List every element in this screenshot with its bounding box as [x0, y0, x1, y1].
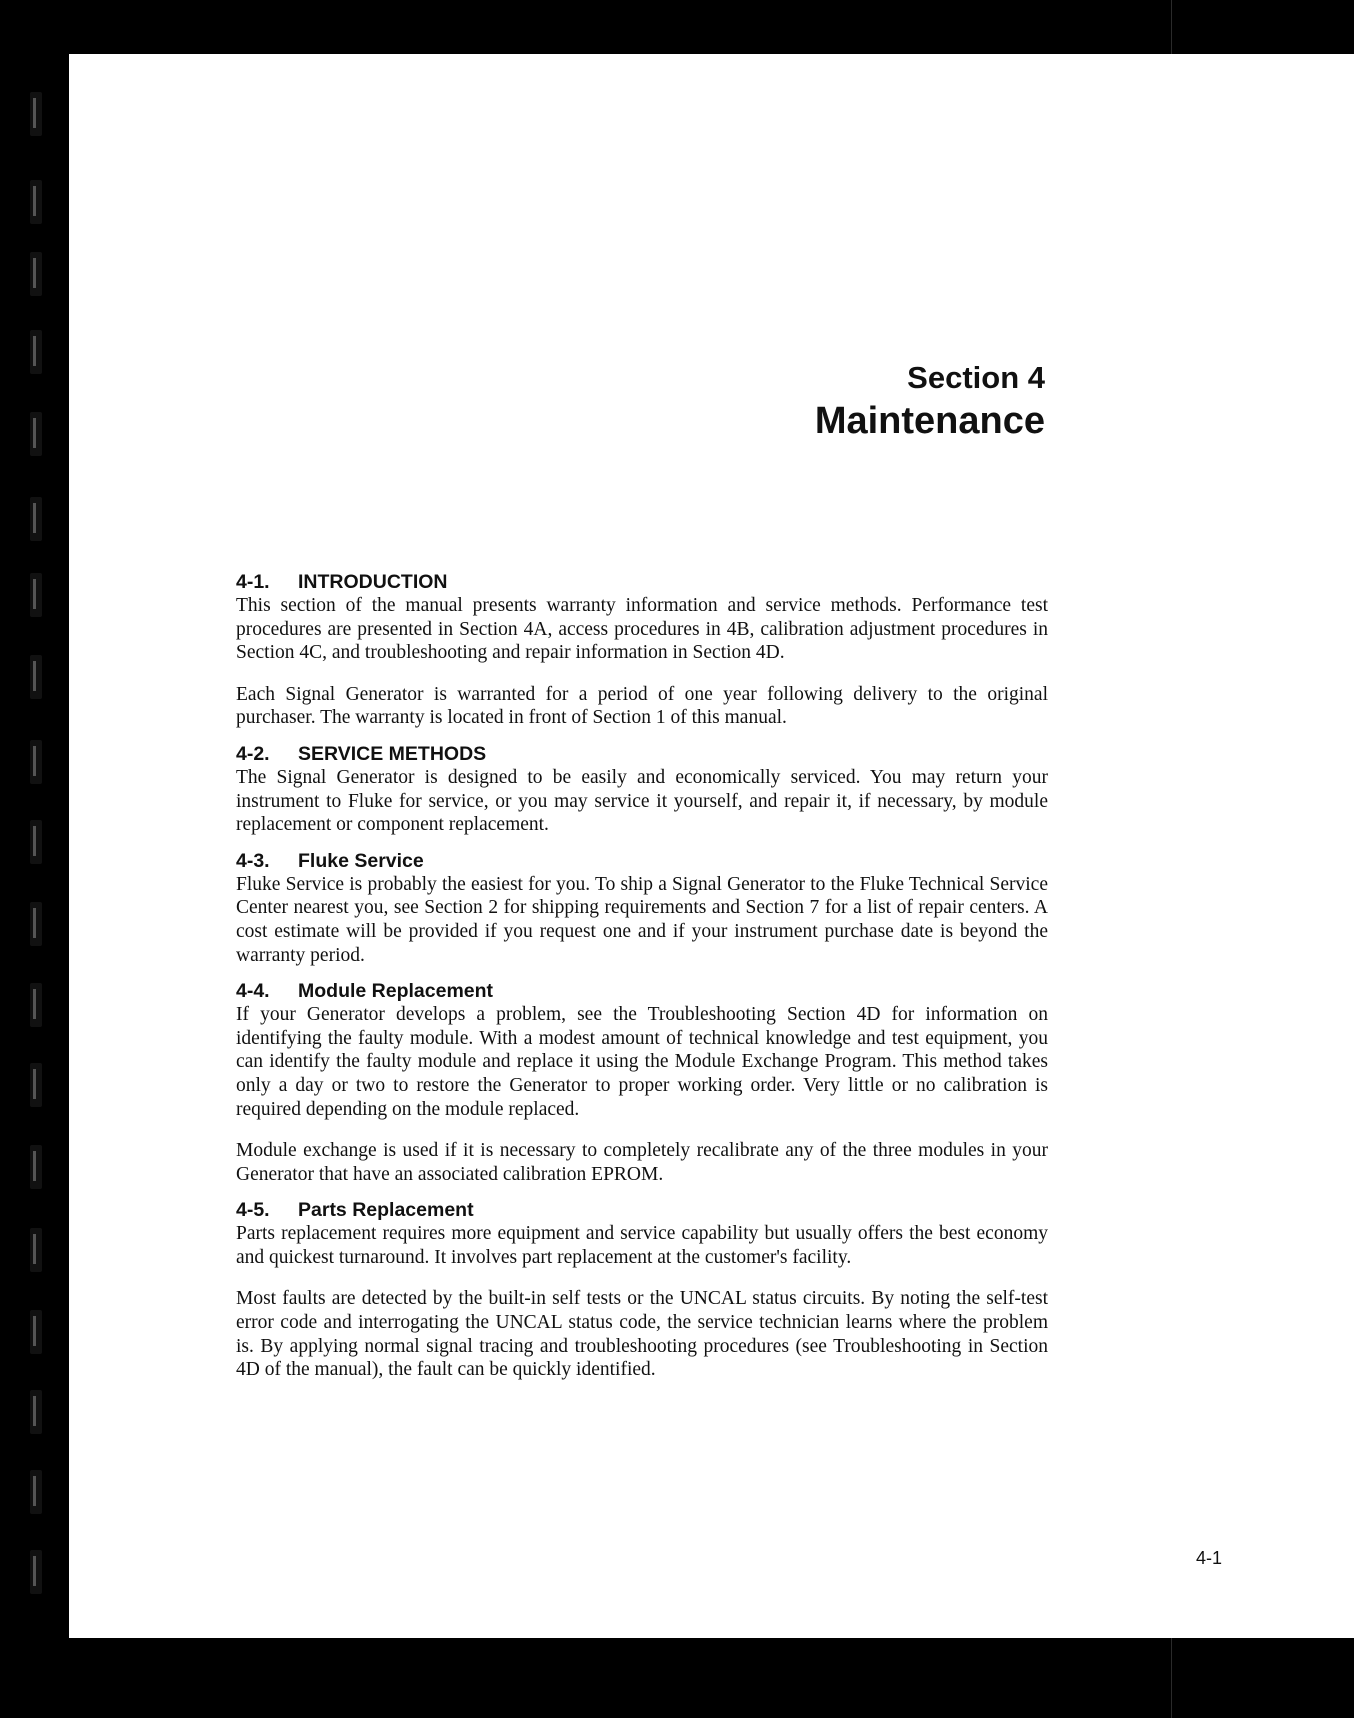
binding-hole: [30, 573, 42, 617]
subsection-number: 4-5.: [236, 1199, 270, 1222]
binding-hole: [30, 1390, 42, 1434]
subsection-number: 4-2.: [236, 742, 270, 765]
paragraph: Most faults are detected by the built-in self tests or the UNCAL status circuits. By noting the self-test error code and interrogating the UNCAL status code, the service technician learns where the problem is. By applying normal signal tracing and troubleshooting procedures (see Troubleshooting in Section 4D of the manual), the fault can be quickly identified.: [236, 1288, 1048, 1381]
paragraph: The Signal Generator is designed to be easily and economically serviced. You may return your instrument to Fluke for service, or you may service it yourself, and repair it, if necessary, by module replacement or component replacement.: [236, 766, 1048, 836]
paragraph: If your Generator develops a problem, see the Troubleshooting Section 4D for information on identifying the faulty module. With a modest amount of technical knowledge and test equipment, you can identify the faulty module and replace it using the Module Exchange Program. This method takes only a day or two to restore the Generator to proper working order. Very little or no calibration is required depending on the module replaced.: [236, 1004, 1048, 1120]
binding-hole: [30, 983, 42, 1027]
binding-hole: [30, 740, 42, 784]
binding-hole: [30, 1145, 42, 1189]
binding-hole: [30, 92, 42, 136]
paragraph: Fluke Service is probably the easiest for you. To ship a Signal Generator to the Fluke Technical Service Center nearest you, see Section 2 for shipping requirements and Section 7 for a list of repair centers. A cost estimate will be provided if you request one and if your instrument purchase date is beyond the warranty period.: [236, 873, 1048, 966]
binding-hole: [30, 330, 42, 374]
binding-hole: [30, 412, 42, 456]
binding-hole: [30, 1063, 42, 1107]
subsection-title: Parts Replacement: [298, 1199, 474, 1222]
binding-hole: [30, 655, 42, 699]
subsection-number: 4-3.: [236, 849, 270, 872]
subsection-title: Fluke Service: [298, 849, 424, 872]
subsection-heading-service-methods: [236, 742, 1048, 766]
binding-hole: [30, 180, 42, 224]
subsection-heading-fluke-service: [236, 849, 1048, 873]
subsection-number: 4-4.: [236, 980, 270, 1003]
subsection-heading-parts-replacement: [236, 1198, 1048, 1222]
scan-artifact-line: [1171, 1638, 1172, 1718]
paragraph: This section of the manual presents warranty information and service methods. Performance test procedures are presented in Section 4A, access procedures in 4B, calibration adjustment procedures in Section 4C, and troubleshooting and repair information in Section 4D.: [236, 595, 1048, 664]
subsection-heading-introduction: [236, 570, 1048, 594]
document-body: [236, 570, 1048, 1382]
subsection-title: SERVICE METHODS: [298, 742, 487, 765]
paragraph: Each Signal Generator is warranted for a period of one year following delivery to the original purchaser. The warranty is located in front of Section 1 of this manual.: [236, 683, 1048, 729]
binding-hole: [30, 1310, 42, 1354]
subsection-number: 4-1.: [236, 571, 270, 593]
binding-hole: [30, 252, 42, 296]
binding-hole: [30, 497, 42, 541]
binding-hole: [30, 1228, 42, 1272]
binding-hole: [30, 820, 42, 864]
section-number-heading: Section 4: [907, 360, 1045, 395]
scan-artifact-line: [1171, 0, 1172, 54]
paragraph: Parts replacement requires more equipment and service capability but usually offers the best economy and quickest turnaround. It involves part replacement at the customer's facility.: [236, 1223, 1048, 1268]
paragraph: Module exchange is used if it is necessary to completely recalibrate any of the three modules in your Generator that have an associated calibration EPROM.: [236, 1140, 1048, 1185]
subsection-heading-module-replacement: [236, 979, 1048, 1003]
binding-hole: [30, 902, 42, 946]
subsection-title: INTRODUCTION: [298, 571, 448, 593]
page-number: 4-1: [1196, 1548, 1223, 1568]
section-title-heading: Maintenance: [814, 400, 1045, 442]
subsection-title: Module Replacement: [298, 980, 494, 1003]
binding-hole: [30, 1470, 42, 1514]
binding-hole: [30, 1550, 42, 1594]
